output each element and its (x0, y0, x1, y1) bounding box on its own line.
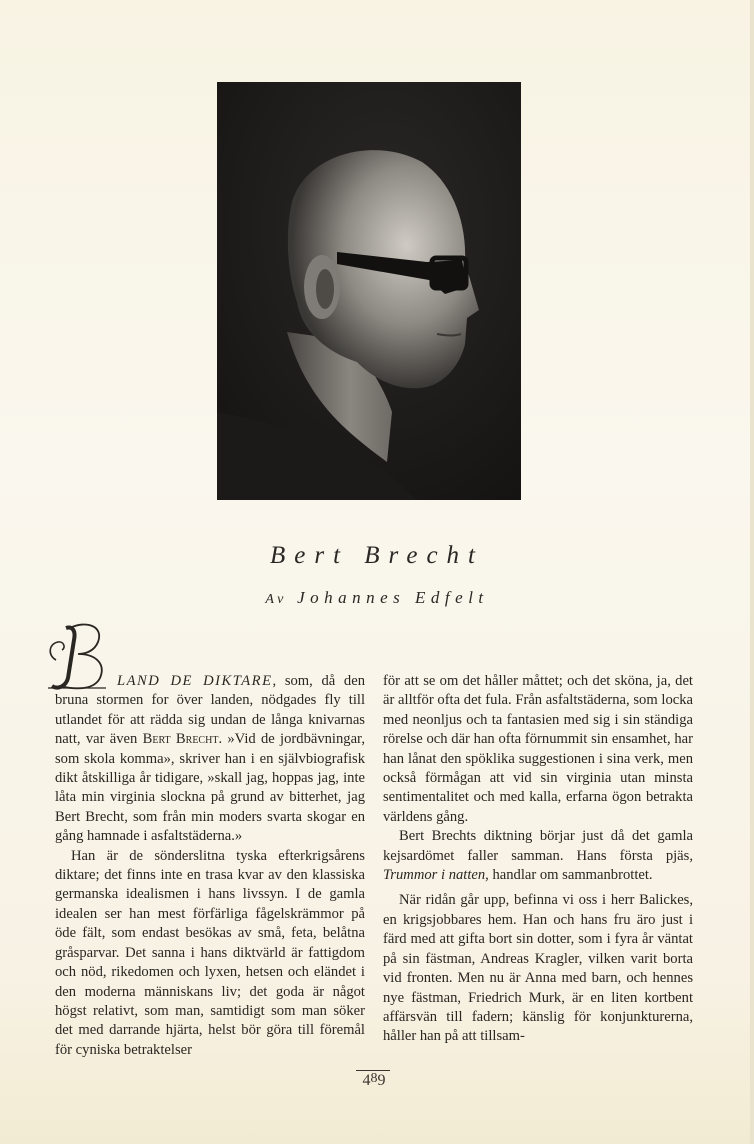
paragraph-text: Bert Brechts diktning börjar just då det gamla kejsardömet faller samman. Hans första pjäs, (383, 828, 693, 864)
paragraph-3: för att se om det håller måttet; och det sköna, ja, det är alltför ofta det fula. Från asfaltstäderna, som locka med neonljus och ta fantasien med sig i sin ständiga rörelse och där han ofta förnummit sin ensamhet, har han lånat den spöklika suggestionen i sina verk, men också förmågan att vid sin virginia utan minsta sentimentalitet och med kalla, erfarna ögon betrakta världens gång. (383, 673, 693, 825)
page-number-digit: 4 (362, 1072, 371, 1089)
page-edge (750, 0, 754, 1144)
paragraph-1 (55, 672, 365, 847)
paragraph-text: . »Vid de jordbävningar, som skola komma», skriver han i en självbiografisk dikt åtskilliga år tidigare, »skall jag, hoppas jag, inte låta min virginia slockna på grund av bitterhet, jag Bert Brecht, som från min moders svarta skogar en gång hamnade i asfaltstäderna.» (55, 731, 365, 845)
article-title: Bert Brecht (269, 542, 484, 569)
author-name-smallcaps: Bert Brecht (142, 731, 219, 748)
author-portrait-photo (217, 82, 521, 500)
page-number (356, 1072, 392, 1090)
byline-author: Johannes Edfelt (297, 588, 489, 607)
paragraph-2: Han är de sönderslitna tyska efterkrigsårens diktare; det finns inte en trasa kvar av den klassiska germanska idealismen i hans livssyn. I de gamla idealen ser han mest förfärliga fågelskrämmor på öde fält, som endast besökas av små, feta, belåtna gråsparvar. Det sanna i hans diktvärld är fattigdom och nöd, rikedomen och lyxen, hetsen och eländet i den moderna människans liv; det goda är något högst relativt, som man, samtidigt som man söker det med darrande hjärta, helst bör göra till föremål för cyniska betraktelser (55, 847, 365, 1058)
lead-in-caps: LAND DE DIKTARE (117, 673, 273, 689)
paragraph-text: , handlar om sammanbrottet. (485, 867, 653, 884)
right-text-column (383, 672, 693, 1047)
work-title-italic: Trummor i natten (383, 867, 486, 884)
article-byline (0, 588, 754, 608)
left-text-column (55, 672, 365, 1060)
paragraph-5: När ridån går upp, befinna vi oss i herr Balickes, en krigsjobbares hem. Han och hans fru äro just i färd med att gifta bort sin dotter, som i fyra år väntat på sin fästman, Andreas Kragler, vilken varit borta vid fronten. Men nu är Anna med barn, och hennes nye fästman, Friedrich Murk, är en liten kortbent affärsvän till fadern; känslig för konjunkturerna, håller han på att tillsam- (383, 892, 693, 1045)
portrait-image (217, 82, 521, 500)
paragraph-4 (383, 827, 693, 885)
page-number-digit: 9 (377, 1072, 386, 1089)
page-number-digit: 8 (370, 1071, 378, 1086)
paragraph-text: , som, då den bruna stormen for över landen, nödgades fly till utlandet för att rädda sig undan de långa knivarnas natt, var även (55, 673, 365, 748)
byline-prefix: Av (265, 592, 288, 607)
